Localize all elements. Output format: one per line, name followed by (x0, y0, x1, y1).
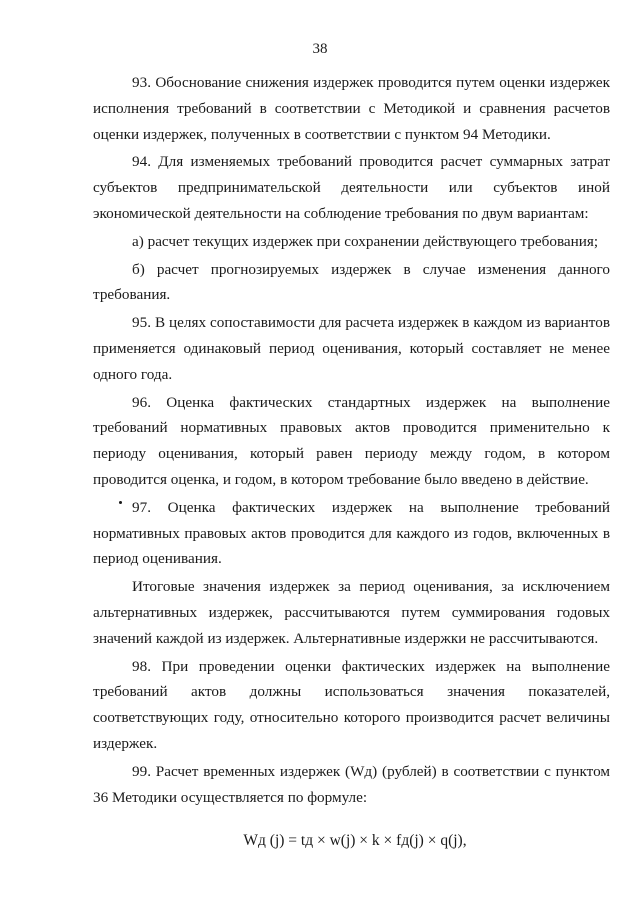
page-number: 38 (312, 41, 328, 57)
paragraph-98: 98. При проведении оценки фактических издержек на выполнение требований актов должны использоваться значения показателей, соответствующих году, относительно которого производится расчет величины издержек. (93, 657, 610, 752)
paragraph-99: 99. Расчет временных издержек (Wд) (рублей) в соответствии с пунктом 36 Методики осуществляется по формуле: (93, 762, 610, 806)
paragraph-93: 93. Обоснование снижения издержек проводится путем оценки издержек исполнения требований в соответствии с Методикой и сравнения расчетов оценки издержек, полученных в соответствии с пунктом 94 Методики. (93, 74, 610, 143)
paragraph-94-b: б) расчет прогнозируемых издержек в случае изменения данного требования. (93, 260, 610, 304)
paragraph-96: 96. Оценка фактических стандартных издержек на выполнение требований нормативных правовых актов проводится применительно к периоду оценивания, который равен периоду между годом, в котором проводится оценка, и годом, в котором требование было введено в действие. (93, 393, 610, 488)
paragraph-95: 95. В целях сопоставимости для расчета издержек в каждом из вариантов применяется одинаковый период оценивания, который составляет не менее одного года. (93, 314, 610, 383)
document-body (93, 70, 610, 812)
formula: Wд (j) = tд × w(j) × k × fд(j) × q(j), (243, 832, 467, 849)
paragraph-97-totals: Итоговые значения издержек за период оценивания, за исключением альтернативных издержек, рассчитываются путем суммирования годовых значений каждой из издержек. Альтернативные издержки не рассчитываются. (93, 578, 610, 647)
paragraph-94: 94. Для изменяемых требований проводится расчет суммарных затрат субъектов предпринимательской деятельности или субъектов иной экономической деятельности на соблюдение требования по двум вариантам: (93, 153, 610, 222)
paragraph-94-a: а) расчет текущих издержек при сохранении действующего требования; (132, 232, 599, 250)
paragraph-97: 97. Оценка фактических издержек на выполнение требований нормативных правовых актов проводится для каждого из годов, включенных в период оценивания. (93, 498, 610, 568)
